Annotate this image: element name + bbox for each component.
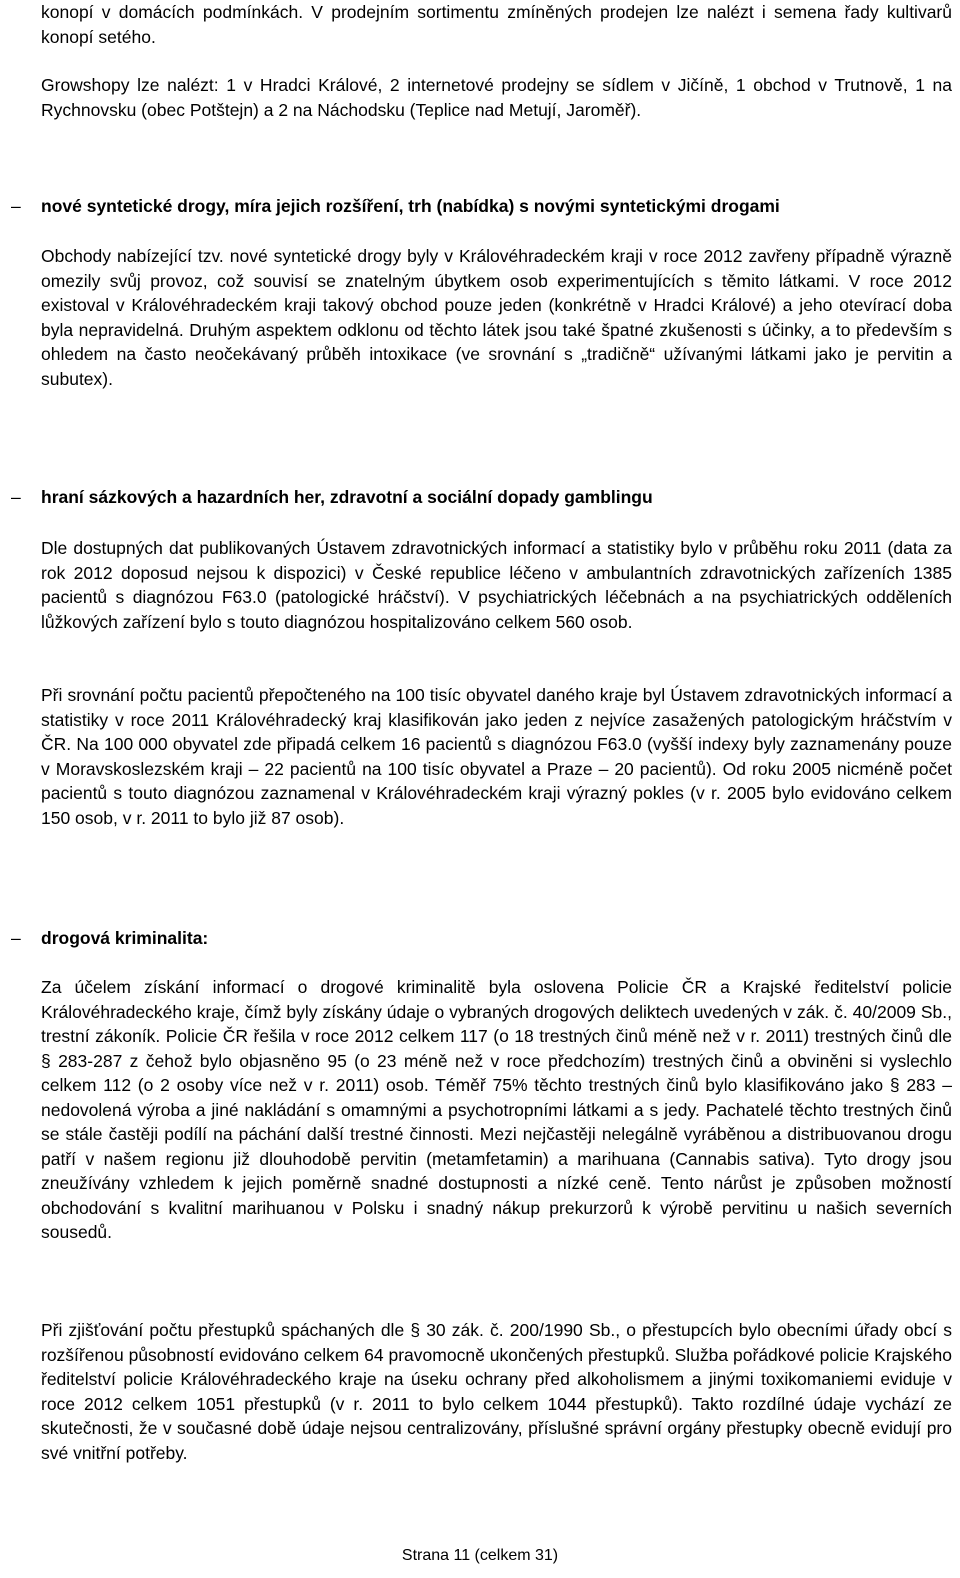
section-heading-gambling	[11, 485, 952, 509]
bullet-dash: –	[11, 196, 21, 216]
paragraph-text: Growshopy lze nalézt: 1 v Hradci Králové, 2 internetové prodejny se sídlem v Jičíně, 1 obchod v Trutnově, 1 na Rychnovsku (obec Potštejn) a 2 na Náchodsku (Teplice nad Metují, Jaroměř).	[41, 75, 952, 120]
paragraph-text: Při srovnání počtu pacientů přepočteného na 100 tisíc obyvatel daného kraje byl Ústavem zdravotnických informací a statistiky v roce 2011 Královéhradecký kraj klasifikován jako jeden z nejvíce zasažených patologickým hráčstvím v ČR. Na 100 000 obyvatel zde připadá celkem 16 pacientů s diagnózou F63.0 (vyšší indexy byly zaznamenány pouze v Moravskoslezském kraji – 22 pacientů na 100 tisíc obyvatel a Praze – 20 pacientů). Od roku 2005 nicméně počet pacientů s touto diagnózou zaznamenal v Královéhradeckém kraji výrazný pokles (v r. 2005 bylo evidováno celkem 150 osob, v r. 2011 to bylo již 87 osob).	[41, 685, 952, 828]
paragraph-text: Za účelem získání informací o drogové kriminalitě byla oslovena Policie ČR a Krajské ředitelství policie Královéhradeckého kraje, čímž byly získány údaje o vybraných drogových deliktech uvedených v zák. č. 40/2009 Sb., trestní zákoník. Policie ČR řešila v roce 2012 celkem 117 (o 18 trestných činů méně než v r. 2011) trestných činů dle § 283-287 z čehož bylo objasněno 95 (o 23 méně než v roce předchozím) trestných činů a obviněni si vyslechlo celkem 112 (o 2 osoby více než v r. 2011) osob. Téměř 75% těchto trestných činů bylo klasifikováno jako § 283 – nedovolená výroba a jiné nakládání s omamnými a psychotropními látkami a s jedy. Pachatelé těchto trestných činů se stále častěji podílí na páchání další trestné činnosti. Mezi nejčastěji nelegálně vyráběnou a distribuovanou drogu patří v našem regionu již dlouhodobě pervitin (metamfetamin) a marihuana (Cannabis sativa). Tyto drogy jsou zneužívány vzhledem k jejich poměrně snadné dostupnosti a nízké ceně. Tento nárůst je způsoben možností obchodování s kvalitní marihuanou v Polsku i snadný nákup prekurzorů k výrobě pervitinu u našich severních sousedů.	[41, 977, 952, 1242]
heading-text: nové syntetické drogy, míra jejich rozšíření, trh (nabídka) s novými syntetickými drogami	[41, 196, 780, 216]
gambling-paragraph-2	[41, 683, 952, 830]
drug-crime-paragraph-1	[41, 975, 952, 1245]
gambling-paragraph-1	[41, 536, 952, 634]
paragraph-text: Obchody nabízející tzv. nové syntetické drogy byly v Královéhradeckém kraji v roce 2012 zavřeny případně výrazně omezily svůj provoz, což souvisí se znatelným úbytkem osob experimentujících s těmito látkami. V roce 2012 existoval v Královéhradeckém kraji takový obchod pouze jeden (konkrétně v Hradci Králové) a jeho otevírací doba byla nepravidelná. Druhým aspektem odklonu od těchto látek jsou také špatné zkušenosti s účinky, a to především s ohledem na často neočekávaný průběh intoxikace (ve srovnání s „tradičně“ užívanými látkami jako je pervitin a subutex).	[41, 246, 952, 389]
paragraph-text: Dle dostupných dat publikovaných Ústavem zdravotnických informací a statistiky bylo v průběhu roku 2011 (data za rok 2012 doposud nejsou k dispozici) v České republice léčeno v ambulantních zdravotnických zařízeních 1385 pacientů s diagnózou F63.0 (patologické hráčství). V psychiatrických léčebnách a na psychiatrických odděleních lůžkových zařízení bylo s touto diagnózou hospitalizováno celkem 560 osob.	[41, 538, 952, 632]
section-heading-synthetic-drugs	[11, 194, 952, 218]
paragraph-text: Při zjišťování počtu přestupků spáchaných dle § 30 zák. č. 200/1990 Sb., o přestupcích bylo obecními úřady obcí s rozšířenou působností evidováno celkem 64 pravomocně ukončených přestupků. Služba pořádkové policie Krajského ředitelství policie Královéhradeckého kraje na úseku ochrany před alkoholismem a jinými toxikomaniemi eviduje v roce 2012 celkem 1051 přestupků (v r. 2011 to bylo celkem 1044 přestupků). Takto rozdílné údaje vychází ze skutečnosti, že v současné době údaje nejsou centralizovány, příslušné správní orgány přestupky obecně evidují pro své vnitřní potřeby.	[41, 1320, 952, 1463]
synthetic-drugs-paragraph	[41, 244, 952, 391]
paragraph-text: konopí v domácích podmínkách. V prodejním sortimentu zmíněných prodejen lze nalézt i semena řady kultivarů konopí setého.	[41, 2, 952, 47]
bullet-dash: –	[11, 928, 21, 948]
page-footer	[0, 1546, 960, 1566]
section-heading-drug-crime	[11, 926, 952, 950]
bullet-dash: –	[11, 487, 21, 507]
intro-paragraph-1	[41, 0, 952, 49]
drug-crime-paragraph-2	[41, 1318, 952, 1465]
heading-text: drogová kriminalita:	[41, 928, 209, 948]
heading-text: hraní sázkových a hazardních her, zdravotní a sociální dopady gamblingu	[41, 487, 653, 507]
intro-paragraph-2	[41, 73, 952, 122]
page-number: Strana 11 (celkem 31)	[401, 1547, 559, 1564]
